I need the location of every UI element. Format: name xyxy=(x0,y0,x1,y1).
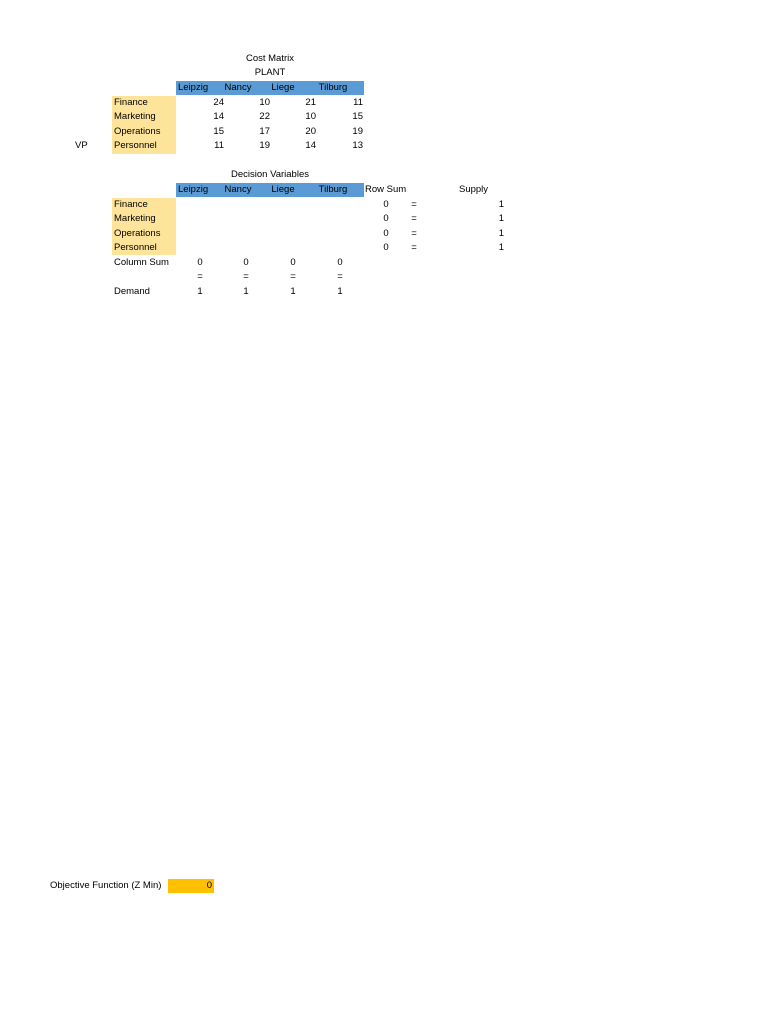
column-sum-cell[interactable]: 0 xyxy=(197,257,203,268)
column-sum-cell[interactable]: 0 xyxy=(337,257,343,268)
row-sum-cell[interactable]: 0 xyxy=(383,199,389,210)
decision-variables-title: Decision Variables xyxy=(231,169,309,180)
cost-cell[interactable]: 14 xyxy=(213,111,224,122)
row-sum-cell[interactable]: 0 xyxy=(383,242,389,253)
decision-col-header: Liege xyxy=(271,184,295,195)
supply-cell[interactable]: 1 xyxy=(498,213,504,224)
demand-cell[interactable]: 1 xyxy=(197,286,203,297)
objective-function-value[interactable]: 0 xyxy=(168,879,214,893)
cost-matrix-subtitle: PLANT xyxy=(254,67,286,78)
decision-col-header: Nancy xyxy=(224,184,252,195)
cost-cell[interactable]: 19 xyxy=(259,140,270,151)
cost-col-header: Liege xyxy=(271,82,295,93)
column-equals: = xyxy=(337,271,343,282)
decision-col-header: Leipzig xyxy=(178,184,209,195)
row-equals: = xyxy=(411,213,417,224)
cost-cell[interactable]: 14 xyxy=(305,140,316,151)
row-sum-cell[interactable]: 0 xyxy=(383,228,389,239)
objective-function-label: Objective Function (Z Min) xyxy=(50,880,162,891)
cost-cell[interactable]: 11 xyxy=(353,97,363,108)
column-sum-cell[interactable]: 0 xyxy=(243,257,249,268)
cost-cell[interactable]: 17 xyxy=(259,126,270,137)
cost-cell[interactable]: 15 xyxy=(352,111,363,122)
row-sum-cell[interactable]: 0 xyxy=(383,213,389,224)
cost-cell[interactable]: 13 xyxy=(352,140,363,151)
supply-cell[interactable]: 1 xyxy=(498,242,504,253)
column-equals: = xyxy=(243,271,249,282)
cost-row-label: Personnel xyxy=(114,140,157,151)
supply-header: Supply xyxy=(459,184,489,195)
row-equals: = xyxy=(411,228,417,239)
column-sum-cell[interactable]: 0 xyxy=(290,257,296,268)
decision-row-label: Finance xyxy=(114,199,148,210)
cost-row-label: Operations xyxy=(114,126,161,137)
cost-cell[interactable]: 24 xyxy=(213,97,224,108)
demand-cell[interactable]: 1 xyxy=(337,286,343,297)
row-equals: = xyxy=(411,242,417,253)
decision-row-label: Personnel xyxy=(114,242,157,253)
cost-cell[interactable]: 19 xyxy=(352,126,363,137)
cost-col-header: Nancy xyxy=(224,82,252,93)
demand-label: Demand xyxy=(114,286,150,297)
cost-cell[interactable]: 15 xyxy=(213,126,224,137)
cost-cell[interactable]: 22 xyxy=(259,111,270,122)
decision-row-label: Marketing xyxy=(114,213,156,224)
cost-cell[interactable]: 10 xyxy=(305,111,316,122)
cost-matrix-title: Cost Matrix xyxy=(245,53,295,64)
column-sum-label: Column Sum xyxy=(114,257,169,268)
supply-cell[interactable]: 1 xyxy=(498,228,504,239)
decision-row-label: Operations xyxy=(114,228,161,239)
supply-cell[interactable]: 1 xyxy=(498,199,504,210)
decision-col-header: Tilburg xyxy=(318,184,348,195)
cost-row-label: Marketing xyxy=(114,111,156,122)
demand-cell[interactable]: 1 xyxy=(243,286,249,297)
cost-cell[interactable]: 10 xyxy=(259,97,270,108)
row-equals: = xyxy=(411,199,417,210)
cost-cell[interactable]: 11 xyxy=(214,140,224,151)
vp-label: VP xyxy=(75,140,88,151)
row-sum-header: Row Sum xyxy=(365,184,407,195)
column-equals: = xyxy=(197,271,203,282)
demand-cell[interactable]: 1 xyxy=(290,286,296,297)
cost-cell[interactable]: 20 xyxy=(305,126,316,137)
cost-row-label: Finance xyxy=(114,97,148,108)
cost-col-header: Leipzig xyxy=(178,82,209,93)
column-equals: = xyxy=(290,271,296,282)
cost-cell[interactable]: 21 xyxy=(305,97,316,108)
cost-col-header: Tilburg xyxy=(318,82,348,93)
